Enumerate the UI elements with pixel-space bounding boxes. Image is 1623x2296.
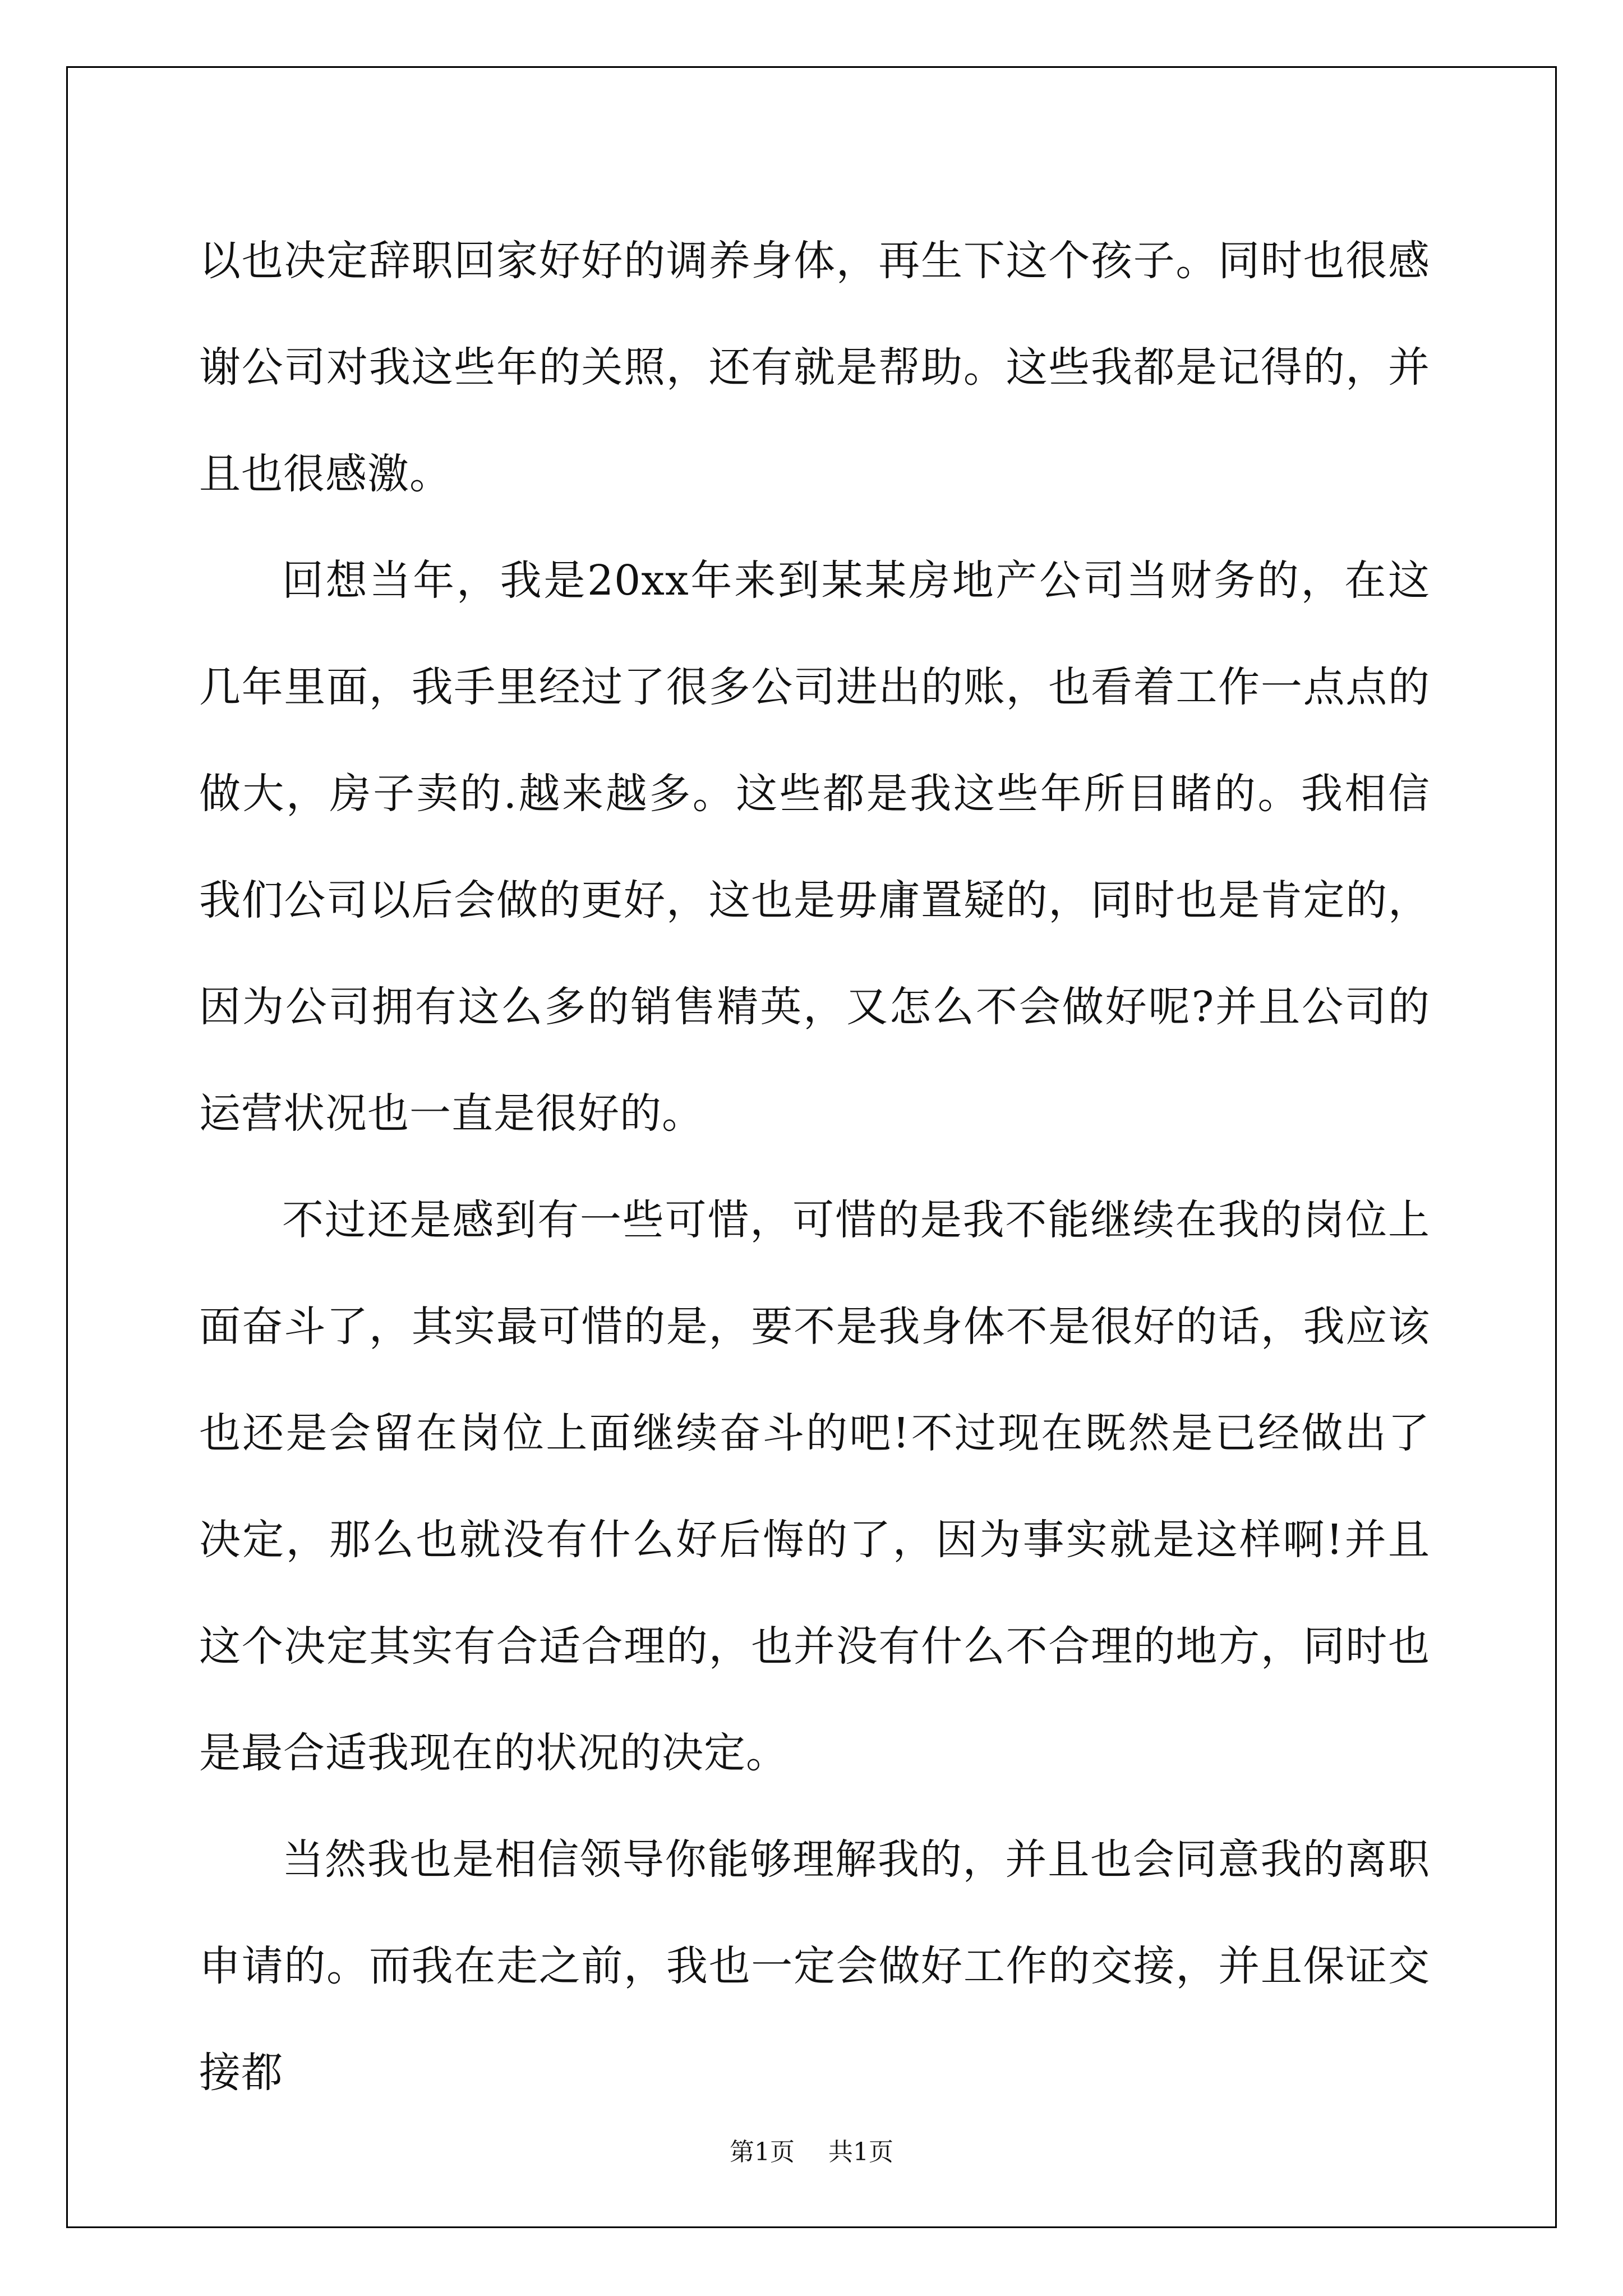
paragraph: 当然我也是相信领导你能够理解我的，并且也会同意我的离职申请的。而我在走之前，我也一定会做好工作的交接，并且保证交接都 (199, 1835, 1430, 2097)
page-total: 共1页 (828, 2138, 893, 2166)
paragraph: 不过还是感到有一些可惜，可惜的是我不能继续在我的岗位上面奋斗了，其实最可惜的是，要不是我身体不是很好的话，我应该也还是会留在岗位上面继续奋斗的吧!不过现在既然是已经做出了决定，那么也就没有什么好后悔的了，因为事实就是这样啊!并且这个决定其实有合适合理的，也并没有什么不合理的地方，同时也是最合适我现在的状况的决定。 (199, 1196, 1430, 1777)
paragraph: 回想当年，我是20xx年来到某某房地产公司当财务的，在这几年里面，我手里经过了很多公司进出的账，也看着工作一点点的做大，房子卖的.越来越多。这些都是我这些年所目睹的。我相信我们公司以后会做的更好，这也是毋庸置疑的，同时也是肯定的，因为公司拥有这么多的销售精英，又怎么不会做好呢?并且公司的运营状况也一直是很好的。 (199, 556, 1430, 1138)
document-body (199, 208, 1430, 2126)
paragraph-continuation: 以也决定辞职回家好好的调养身体，再生下这个孩子。同时也很感谢公司对我这些年的关照，还有就是帮助。这些我都是记得的，并且也很感激。 (199, 237, 1430, 498)
page-number: 第1页 (730, 2138, 795, 2166)
page-footer (0, 2132, 1623, 2168)
